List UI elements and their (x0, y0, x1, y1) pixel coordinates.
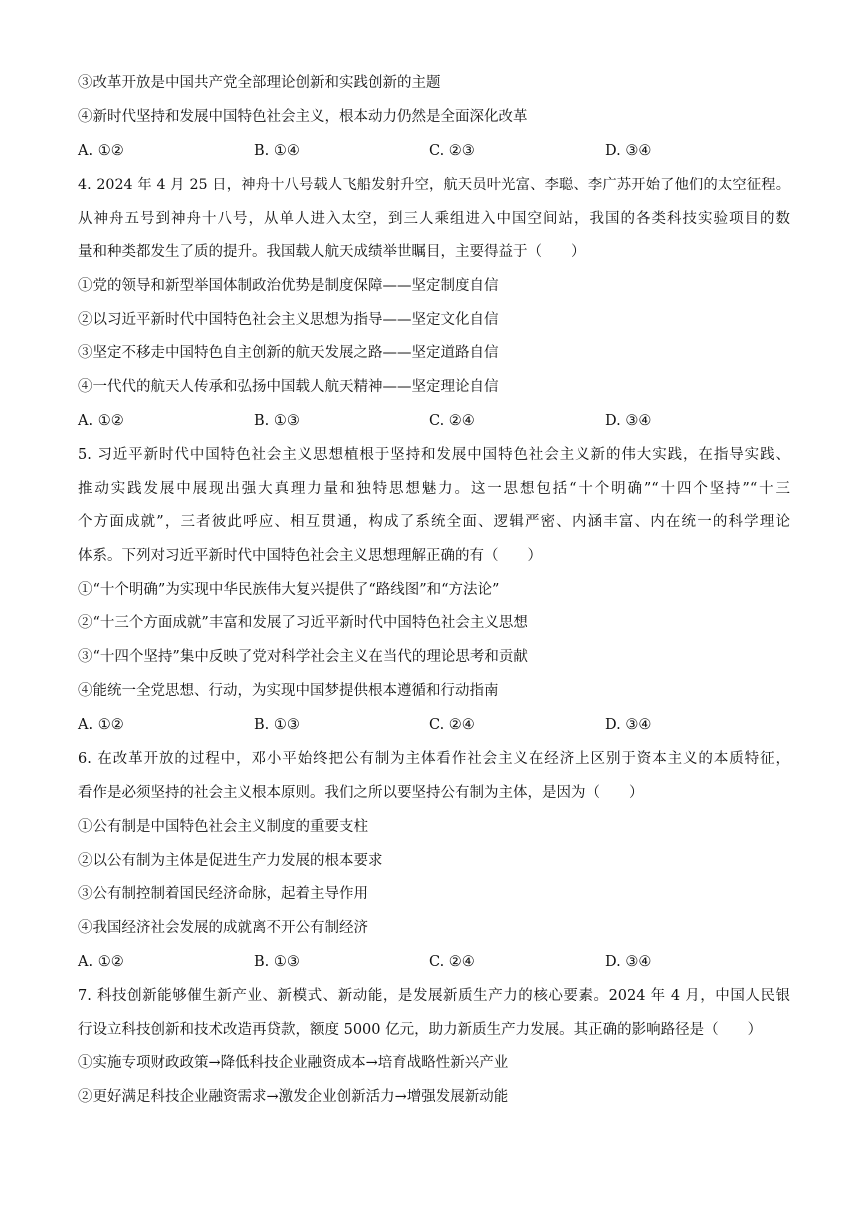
q3-options (78, 141, 790, 161)
q6-options (78, 952, 790, 972)
q5-stem-line-1: 5. 习近平新时代中国特色社会主义思想植根于坚持和发展中国特色社会主义新的伟大实践，在指导实践、 (78, 447, 790, 463)
q5-options (78, 715, 790, 735)
q5-option-c: C. ②④ (429, 717, 475, 733)
q7-stem-line-1: 7. 科技创新能够催生新产业、新模式、新动能，是发展新质生产力的核心要素。2024 年 4 月，中国人民银 (78, 988, 790, 1004)
q7-statement-2: ②更好满足科技企业融资需求→激发企业创新活力→增强发展新动能 (78, 1089, 509, 1105)
q5-stem-line-4: 体系。下列对习近平新时代中国特色社会主义思想理解正确的有（ ） (78, 548, 542, 564)
q4-option-c: C. ②④ (429, 413, 475, 429)
q4-statement-1: ①党的领导和新型举国体制政治优势是制度保障——坚定制度自信 (78, 278, 499, 294)
q5-stem-line-2: 推动实践发展中展现出强大真理力量和独特思想魅力。这一思想包括“十个明确”“十四个坚持”“十三 (78, 481, 790, 497)
q3-statement-3: ③改革开放是中国共产党全部理论创新和实践创新的主题 (78, 75, 441, 91)
q4-option-d: D. ③④ (605, 413, 652, 429)
q6-stem-line-2: 看作是必须坚持的社会主义根本原则。我们之所以要坚持公有制为主体，是因为（ ） (78, 785, 644, 801)
q6-statement-2: ②以公有制为主体是促进生产力发展的根本要求 (78, 853, 383, 869)
q7-stem-line-2: 行设立科技创新和技术改造再贷款，额度 5000 亿元，助力新质生产力发展。其正确的影响路径是（ ） (78, 1022, 763, 1038)
q4-stem-line-1: 4. 2024 年 4 月 25 日，神舟十八号载人飞船发射升空，航天员叶光富、李聪、李广苏开始了他们的太空征程。 (78, 177, 790, 193)
q6-option-d: D. ③④ (605, 954, 652, 970)
q5-option-d: D. ③④ (605, 717, 652, 733)
q4-statement-2: ②以习近平新时代中国特色社会主义思想为指导——坚定文化自信 (78, 312, 499, 328)
q6-option-c: C. ②④ (429, 954, 475, 970)
q4-statement-3: ③坚定不移走中国特色自主创新的航天发展之路——坚定道路自信 (78, 345, 499, 361)
q5-statement-4: ④能统一全党思想、行动，为实现中国梦提供根本遵循和行动指南 (78, 683, 499, 699)
q5-stem-line-3: 个方面成就”，三者彼此呼应、相互贯通，构成了系统全面、逻辑严密、内涵丰富、内在统一的科学理论 (78, 514, 790, 530)
q4-stem-line-3: 量和种类都发生了质的提升。我国载人航天成绩举世瞩目，主要得益于（ ） (78, 244, 586, 260)
q4-statement-4: ④一代代的航天人传承和弘扬中国载人航天精神——坚定理论自信 (78, 379, 499, 395)
q4-options (78, 411, 790, 431)
q7-statement-1: ①实施专项财政政策→降低科技企业融资成本→培育战略性新兴产业 (78, 1055, 509, 1071)
q6-statement-4: ④我国经济社会发展的成就离不开公有制经济 (78, 920, 368, 936)
q5-option-a: A. ①② (78, 717, 124, 733)
q3-option-a: A. ①② (78, 143, 124, 159)
q4-option-a: A. ①② (78, 413, 124, 429)
q3-option-b: B. ①④ (254, 143, 300, 159)
q5-statement-3: ③“十四个坚持”集中反映了党对科学社会主义在当代的理论思考和贡献 (78, 649, 528, 665)
q6-stem-line-1: 6. 在改革开放的过程中，邓小平始终把公有制为主体看作社会主义在经济上区别于资本主义的本质特征， (78, 751, 790, 767)
q5-option-b: B. ①③ (254, 717, 300, 733)
q6-option-b: B. ①③ (254, 954, 300, 970)
q4-option-b: B. ①③ (254, 413, 300, 429)
q6-option-a: A. ①② (78, 954, 124, 970)
q5-statement-2: ②“十三个方面成就”丰富和发展了习近平新时代中国特色社会主义思想 (78, 615, 528, 631)
q4-stem-line-2: 从神舟五号到神舟十八号，从单人进入太空，到三人乘组进入中国空间站，我国的各类科技实验项目的数 (78, 211, 790, 227)
q3-option-c: C. ②③ (429, 143, 475, 159)
q6-statement-3: ③公有制控制着国民经济命脉，起着主导作用 (78, 886, 368, 902)
q3-statement-4: ④新时代坚持和发展中国特色社会主义，根本动力仍然是全面深化改革 (78, 109, 528, 125)
q6-statement-1: ①公有制是中国特色社会主义制度的重要支柱 (78, 819, 368, 835)
q3-option-d: D. ③④ (605, 143, 652, 159)
q5-statement-1: ①“十个明确”为实现中华民族伟大复兴提供了“路线图”和“方法论” (78, 582, 500, 598)
